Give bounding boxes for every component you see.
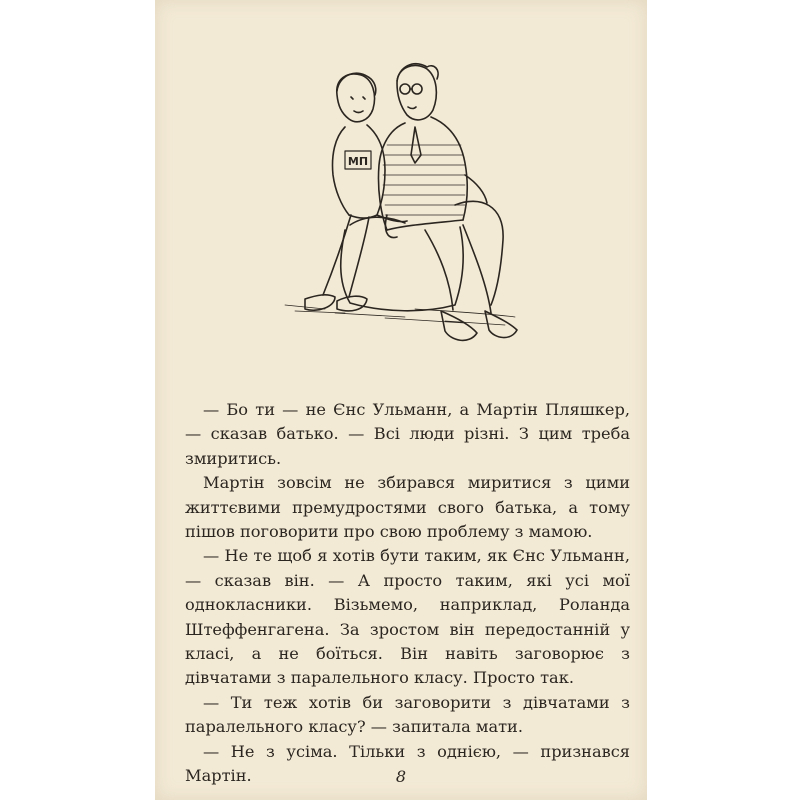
paragraph: — Не те щоб я хотів бути таким, як Єнс Ульманн, — сказав він. — А просто таким, які усі мої однокласники. Візьмемо, наприклад, Роланда Штеффенгагена. За зростом він передостанній у класі, а не боїться. Він навіть заговорює з дівчатами з паралельного класу. Просто так. [185, 546, 630, 688]
sketch-drawing [265, 55, 545, 365]
paragraph: — Не з усіма. Тільки з однією, — признався Мартін. [185, 741, 630, 786]
paragraph: — Ти теж хотів би заговорити з дівчатами з паралельного класу? — запитала мати. [185, 692, 630, 737]
boy-body [305, 125, 407, 311]
illustration-boy-and-father [265, 55, 545, 365]
book-page [155, 0, 647, 800]
page-number: 8 [395, 767, 407, 786]
ground-shadow [285, 305, 515, 325]
story-text [185, 398, 630, 789]
boy-head [337, 73, 376, 122]
paragraph: Мартін зовсім не збирався миритися з цими життєвими премудростями свого батька, а тому пішов поговорити про свою проблему з мамою. [185, 473, 630, 542]
paragraph: — Бо ти — не Єнс Ульманн, а Мартін Пляшкер, — сказав батько. — Всі люди різні. З цим треба змиритись. [185, 400, 630, 468]
sweater-letters: МП [347, 155, 369, 168]
father-head [397, 64, 438, 120]
